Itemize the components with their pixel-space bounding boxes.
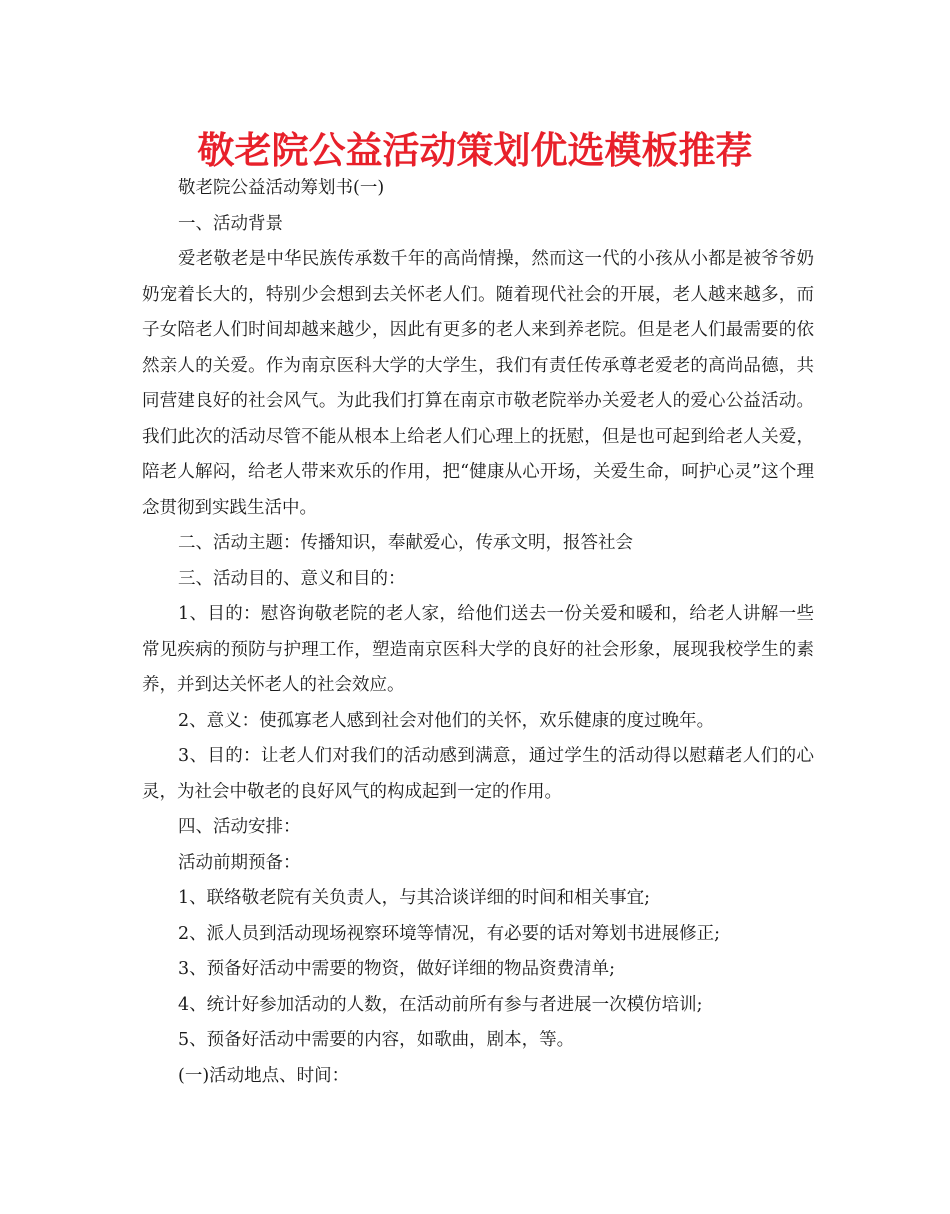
prep-item-3: 3、预备好活动中需要的物资，做好详细的物品资费清单; <box>178 959 616 979</box>
section-heading-arrangement: 四、活动安排： <box>178 817 301 837</box>
prep-item-5: 5、预备好活动中需要的内容，如歌曲，剧本，等。 <box>178 1030 575 1050</box>
prep-item-4: 4、统计好参加活动的人数，在活动前所有参与者进展一次模仿培训; <box>178 994 703 1015</box>
background-paragraph: 爱老敬老是中华民族传承数千年的高尚情操，然而这一代的小孩从小都是被爷爷奶奶宠着长大的，特别少会想到去关怀老人们。随着现代社会的开展，老人越来越多，而子女陪老人们时间却越来越少，因此有更多的老人来到养老院。但是老人们最需要的依然亲人的关爱。作为南京医科大学的大学生，我们有责任传承尊老爱老的高尚品德，共同营建良好的社会风气。为此我们打算在南京市敬老院举办关爱老人的爱心公益活动。我们此次的活动尽管不能从根本上给老人们心理上的抚慰，但是也可起到给老人关爱，陪老人解闷，给老人带来欢乐的作用，把“健康从心开场，关爱生命，呵护心灵”这个理念贯彻到实践生活中。 <box>142 249 814 518</box>
prep-item-2: 2、派人员到活动现场视察环境等情况，有必要的话对筹划书进展修正; <box>178 923 721 944</box>
purpose-item-1: 1、目的：慰咨询敬老院的老人家，给他们送去一份关爱和暖和，给老人讲解一些常见疾病的预防与护理工作，塑造南京医科大学的良好的社会形象，展现我校学生的素养，并到达关怀老人的社会效应。 <box>142 604 814 695</box>
document-title: 敬老院公益活动策划优选模板推荐 <box>197 129 753 172</box>
prep-item-1: 1、联络敬老院有关负责人，与其洽谈详细的时间和相关事宜; <box>178 888 651 908</box>
section-heading-background: 一、活动背景 <box>178 213 283 234</box>
purpose-item-2: 2、意义：使孤寡老人感到社会对他们的关怀，欢乐健康的度过晚年。 <box>178 710 715 731</box>
subtitle-paragraph: 敬老院公益活动筹划书(一) <box>178 178 385 198</box>
section-heading-purpose: 三、活动目的、意义和目的： <box>178 568 406 589</box>
subheading-location-time: (一)活动地点、时间： <box>178 1065 350 1086</box>
subheading-preparation: 活动前期预备： <box>178 852 301 873</box>
section-heading-theme: 二、活动主题：传播知识，奉献爱心，传承文明，报答社会 <box>178 533 633 553</box>
purpose-item-3: 3、目的：让老人们对我们的活动感到满意，通过学生的活动得以慰藉老人们的心灵，为社会中敬老的良好风气的构成起到一定的作用。 <box>142 746 814 802</box>
document-body <box>142 171 814 1094</box>
